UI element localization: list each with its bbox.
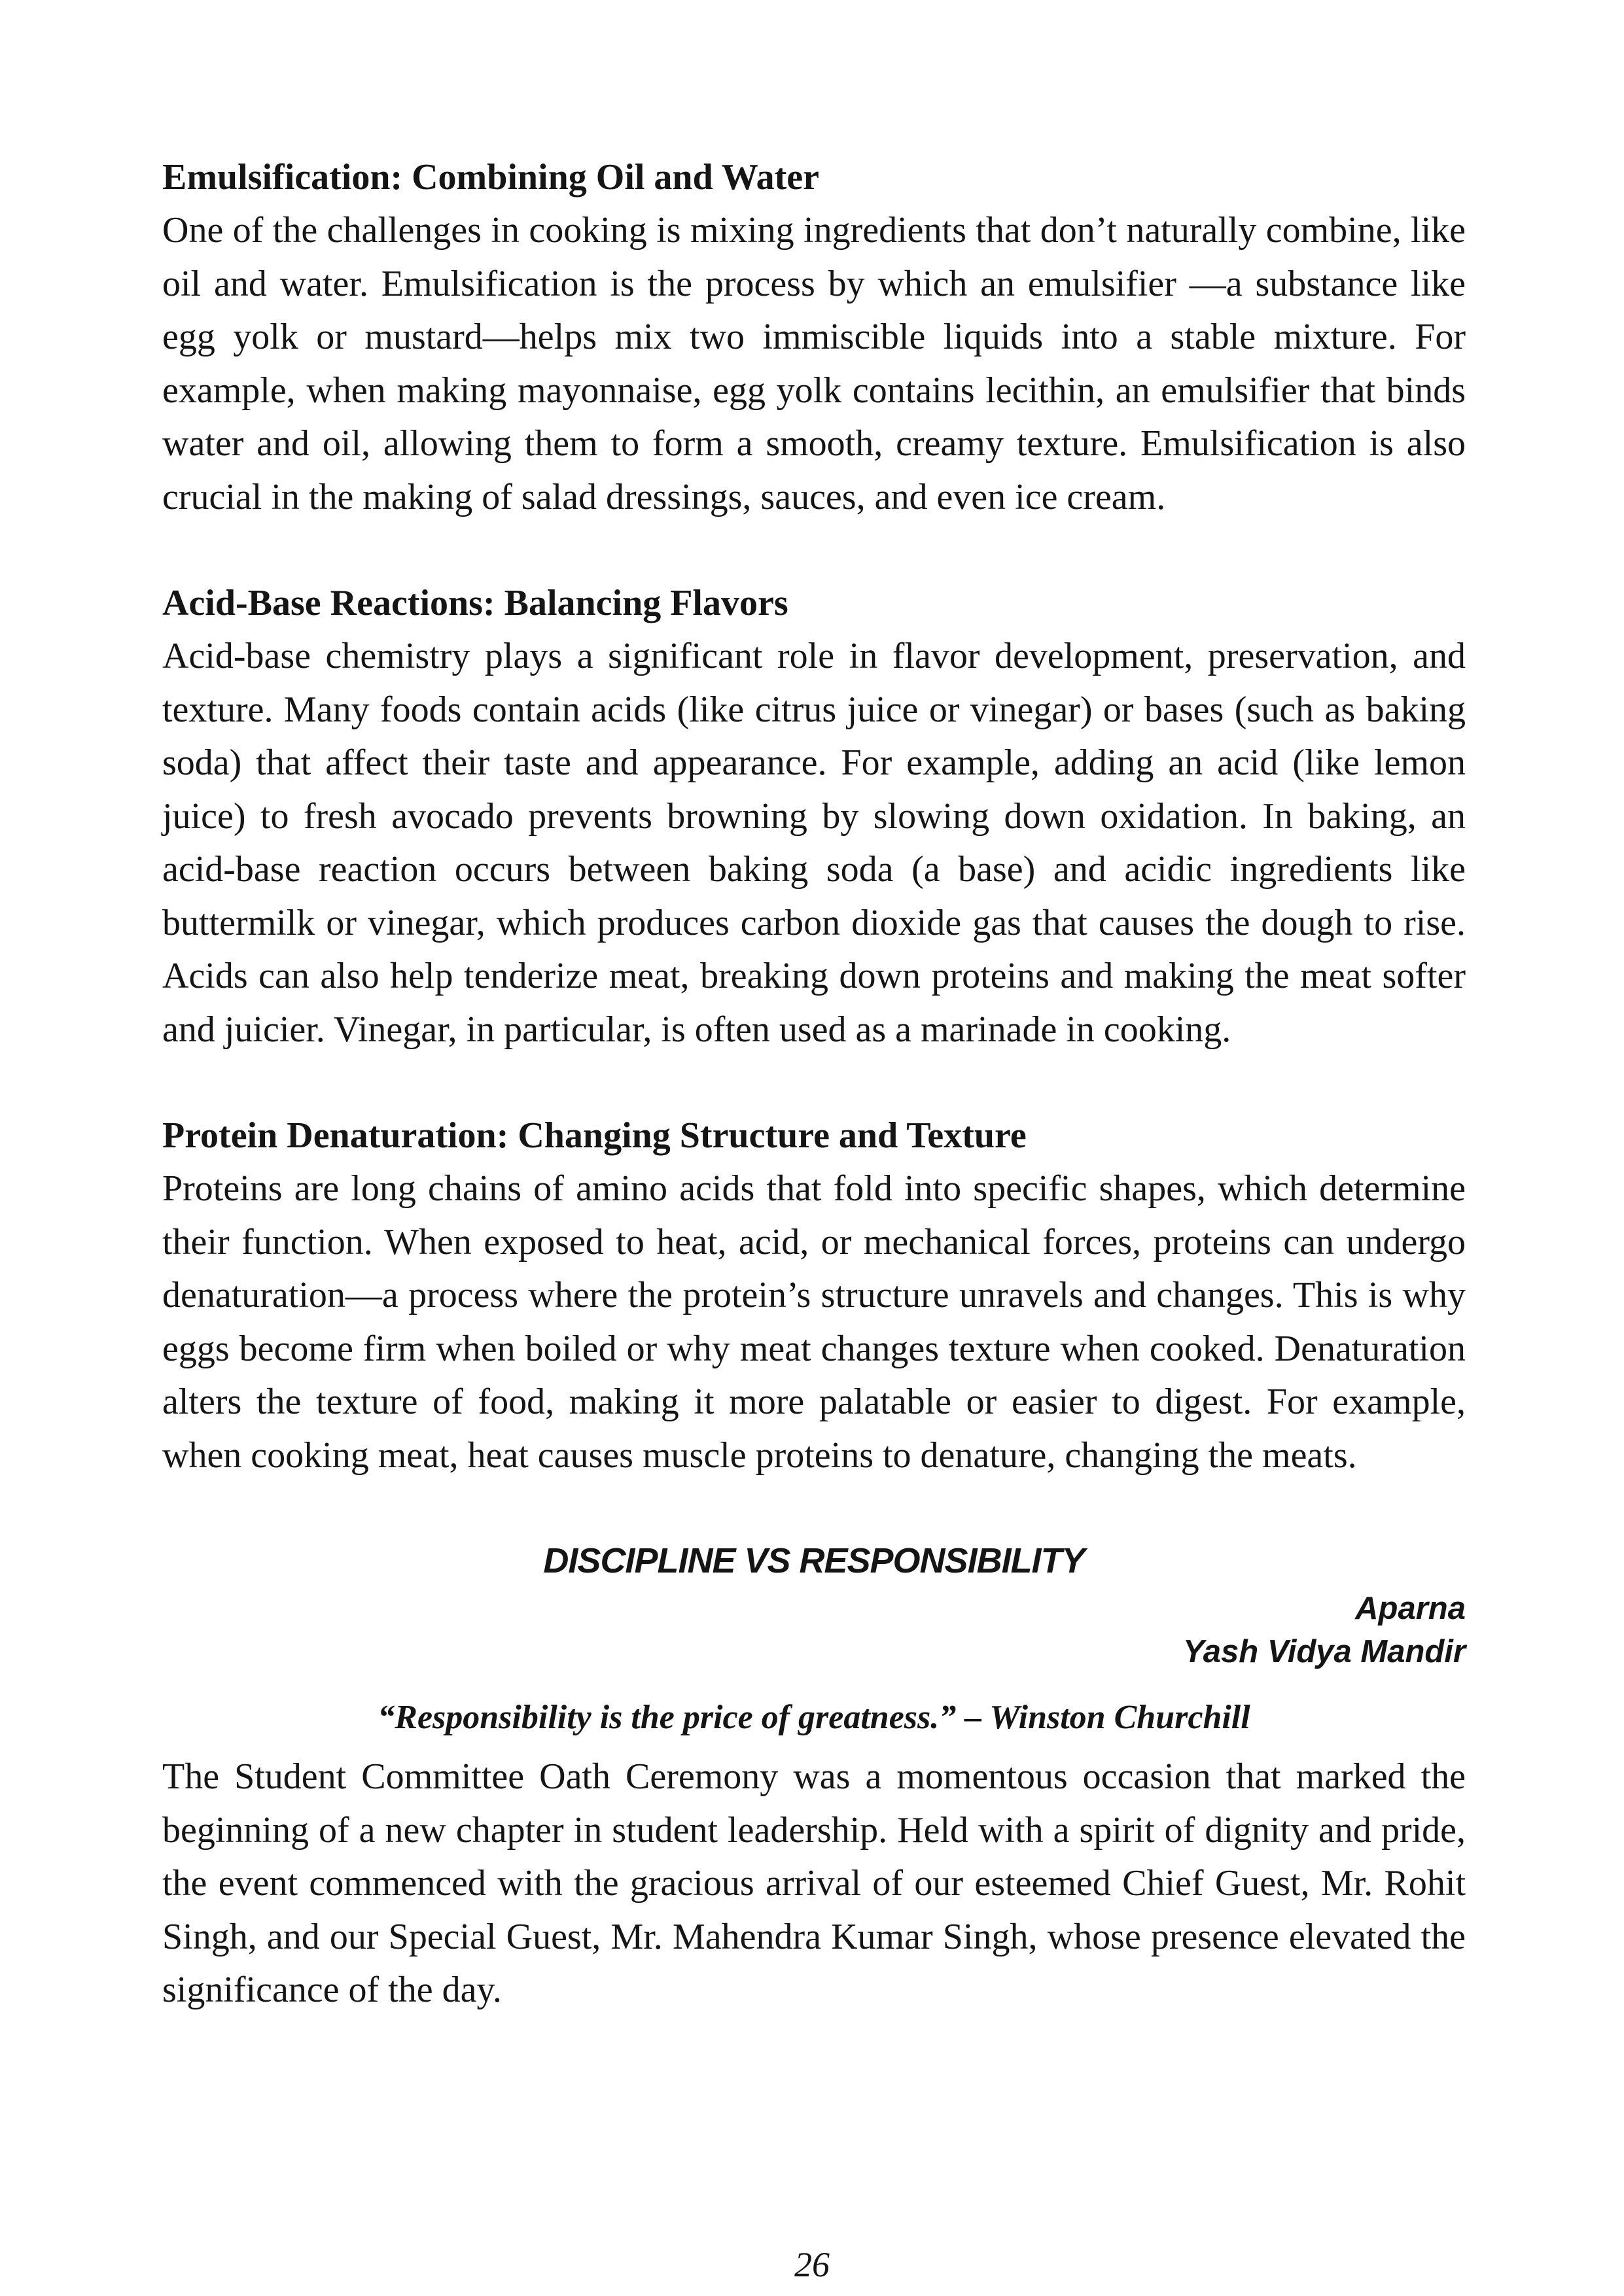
page-number: 26: [794, 2245, 830, 2284]
section-body-acid-base: Acid-base chemistry plays a significant role in flavor development, preservation, and texture. Many foods contain acids (like citrus juice or vinegar) or bases (such as baking soda) that affect their taste and appearance. For example, adding an acid (like lemon juice) to fresh avocado prevents browning by slowing down oxidation. In baking, an acid-base reaction occurs between baking soda (a base) and acidic ingredients like buttermilk or vinegar, which produces carbon dioxide gas that causes the dough to rise. Acids can also help tenderize meat, breaking down proteins and making the meat softer and juicier. Vinegar, in particular, is often used as a marinade in cooking.: [162, 636, 1466, 1050]
section-heading-protein-denaturation: Protein Denaturation: Changing Structure and Texture: [162, 1115, 1027, 1156]
article-quote: “Responsibility is the price of greatness.” – Winston Churchill: [378, 1699, 1250, 1736]
section-heading-acid-base: Acid-Base Reactions: Balancing Flavors: [162, 583, 788, 623]
section-body-emulsification: One of the challenges in cooking is mixing ingredients that don’t naturally combine, like oil and water. Emulsification is the process by which an emulsifier —a substance like egg yolk or mustard—helps mix two immiscible liquids into a stable mixture. For example, when making mayonnaise, egg yolk contains lecithin, an emulsifier that binds water and oil, allowing them to form a smooth, creamy texture. Emulsification is also crucial in the making of salad dressings, sauces, and even ice cream.: [162, 210, 1466, 517]
section-heading-emulsification: Emulsification: Combining Oil and Water: [162, 157, 819, 198]
article-school: Yash Vidya Mandir: [1182, 1634, 1466, 1669]
page-content: [162, 150, 1466, 2017]
section-body-protein-denaturation: Proteins are long chains of amino acids that fold into specific shapes, which determine their function. When exposed to heat, acid, or mechanical forces, proteins can undergo denaturation—a process where the protein’s structure unravels and changes. This is why eggs become firm when boiled or why meat changes texture when cooked. Denaturation alters the texture of food, making it more palatable or easier to digest. For example, when cooking meat, heat causes muscle proteins to denature, changing the meats.: [162, 1168, 1466, 1476]
article-title: DISCIPLINE VS RESPONSIBILITY: [543, 1541, 1085, 1580]
article-author: Aparna: [1355, 1591, 1466, 1626]
article-body: The Student Committee Oath Ceremony was a momentous occasion that marked the beginning of a new chapter in student leadership. Held with a spirit of dignity and pride, the event commenced with the gracious arrival of our esteemed Chief Guest, Mr. Rohit Singh, and our Special Guest, Mr. Mahendra Kumar Singh, whose presence elevated the significance of the day.: [162, 1756, 1466, 2010]
